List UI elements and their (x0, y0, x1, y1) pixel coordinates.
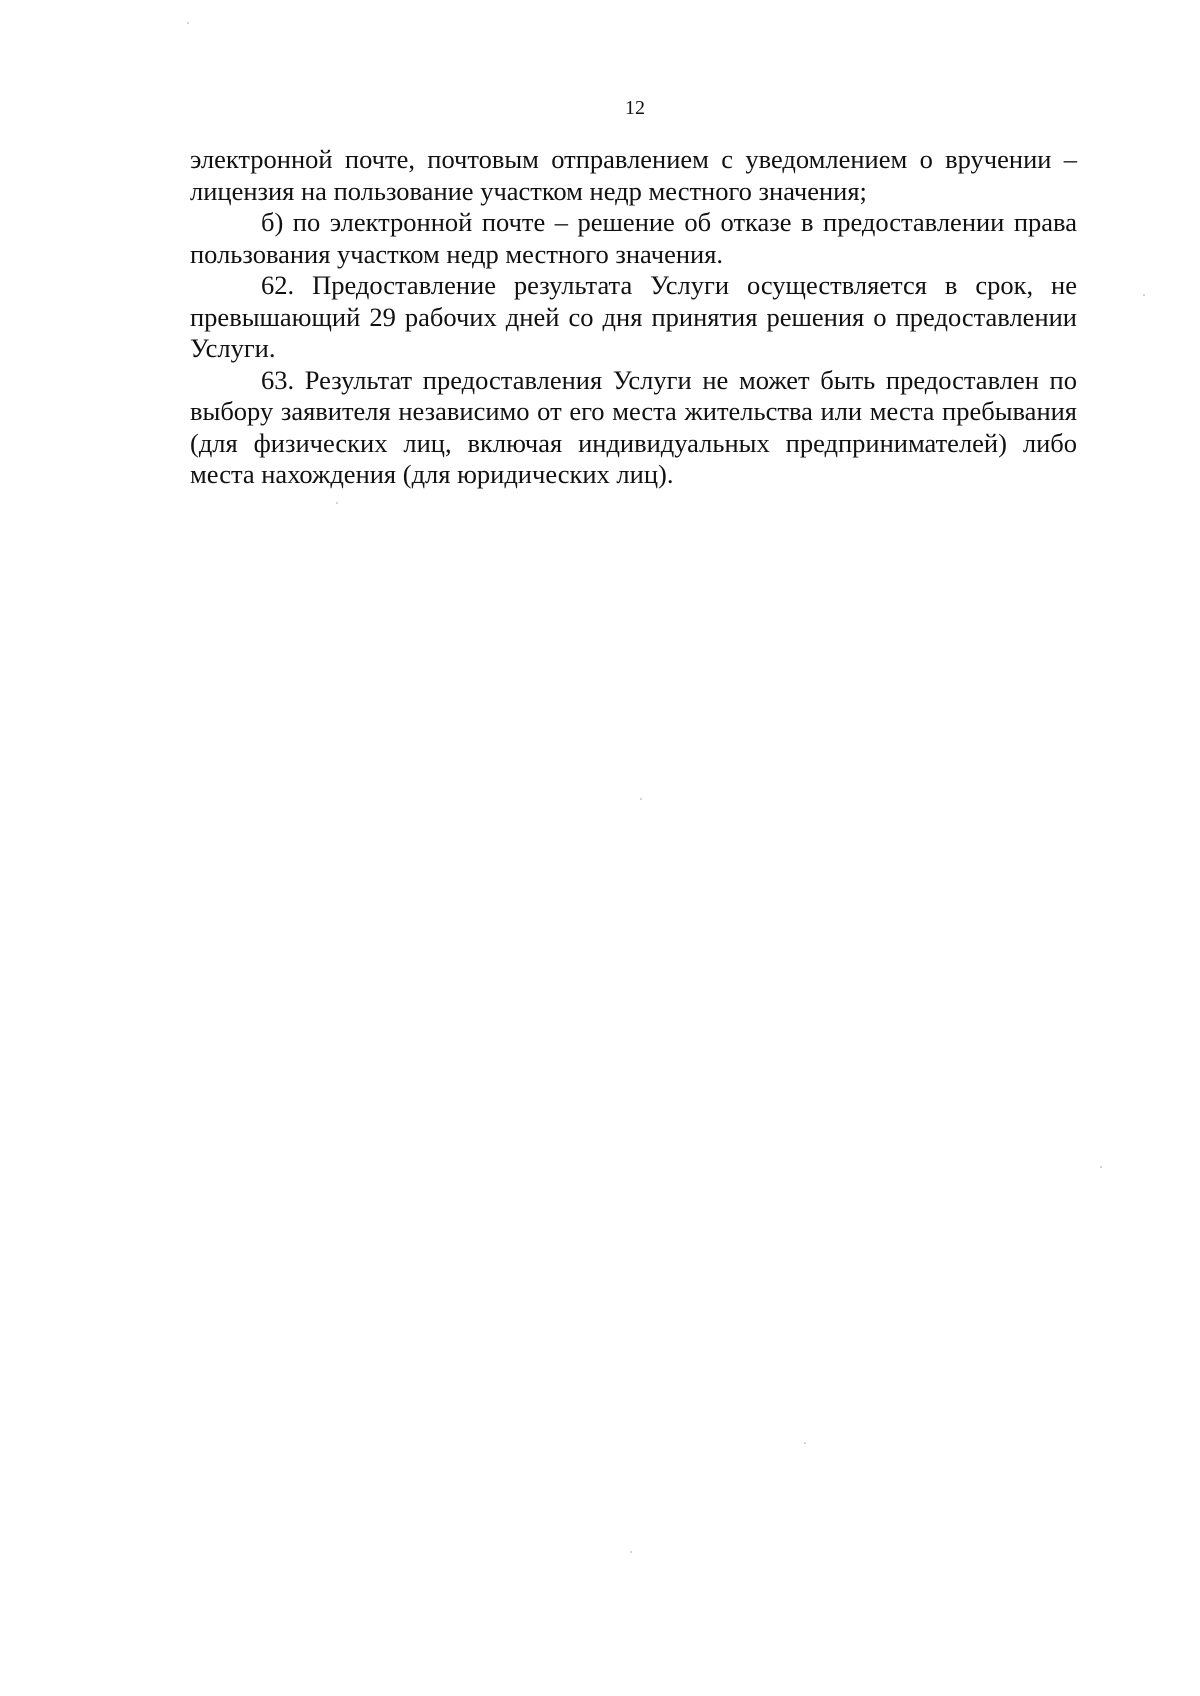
scan-speck (1143, 294, 1145, 296)
paragraph-62: 62. Предоставление результата Услуги осуществляется в срок, не превышающий 29 рабочих дней со дня принятия решения о предоставлении Услуги. (190, 270, 1077, 363)
scan-speck (630, 1551, 632, 1553)
scan-speck (187, 22, 189, 24)
paragraph-item-b: б) по электронной почте – решение об отказе в предоставлении права пользования участком недр местного значения. (190, 207, 1077, 269)
page-number: 12 (625, 97, 645, 119)
paragraph-continuation: электронной почте, почтовым отправлением с уведомлением о вручении – лицензия на пользование участком недр местного значения; (190, 144, 1077, 206)
scan-speck (336, 502, 338, 504)
document-body (190, 144, 1077, 491)
scan-speck (804, 1442, 806, 1444)
scan-speck (640, 798, 642, 800)
paragraph-63: 63. Результат предоставления Услуги не может быть предоставлен по выбору заявителя независимо от его места жительства или места пребывания (для физических лиц, включая индивидуальных предпринимателей) либо места нахождения (для юридических лиц). (190, 364, 1077, 489)
scan-speck (1100, 1166, 1102, 1168)
